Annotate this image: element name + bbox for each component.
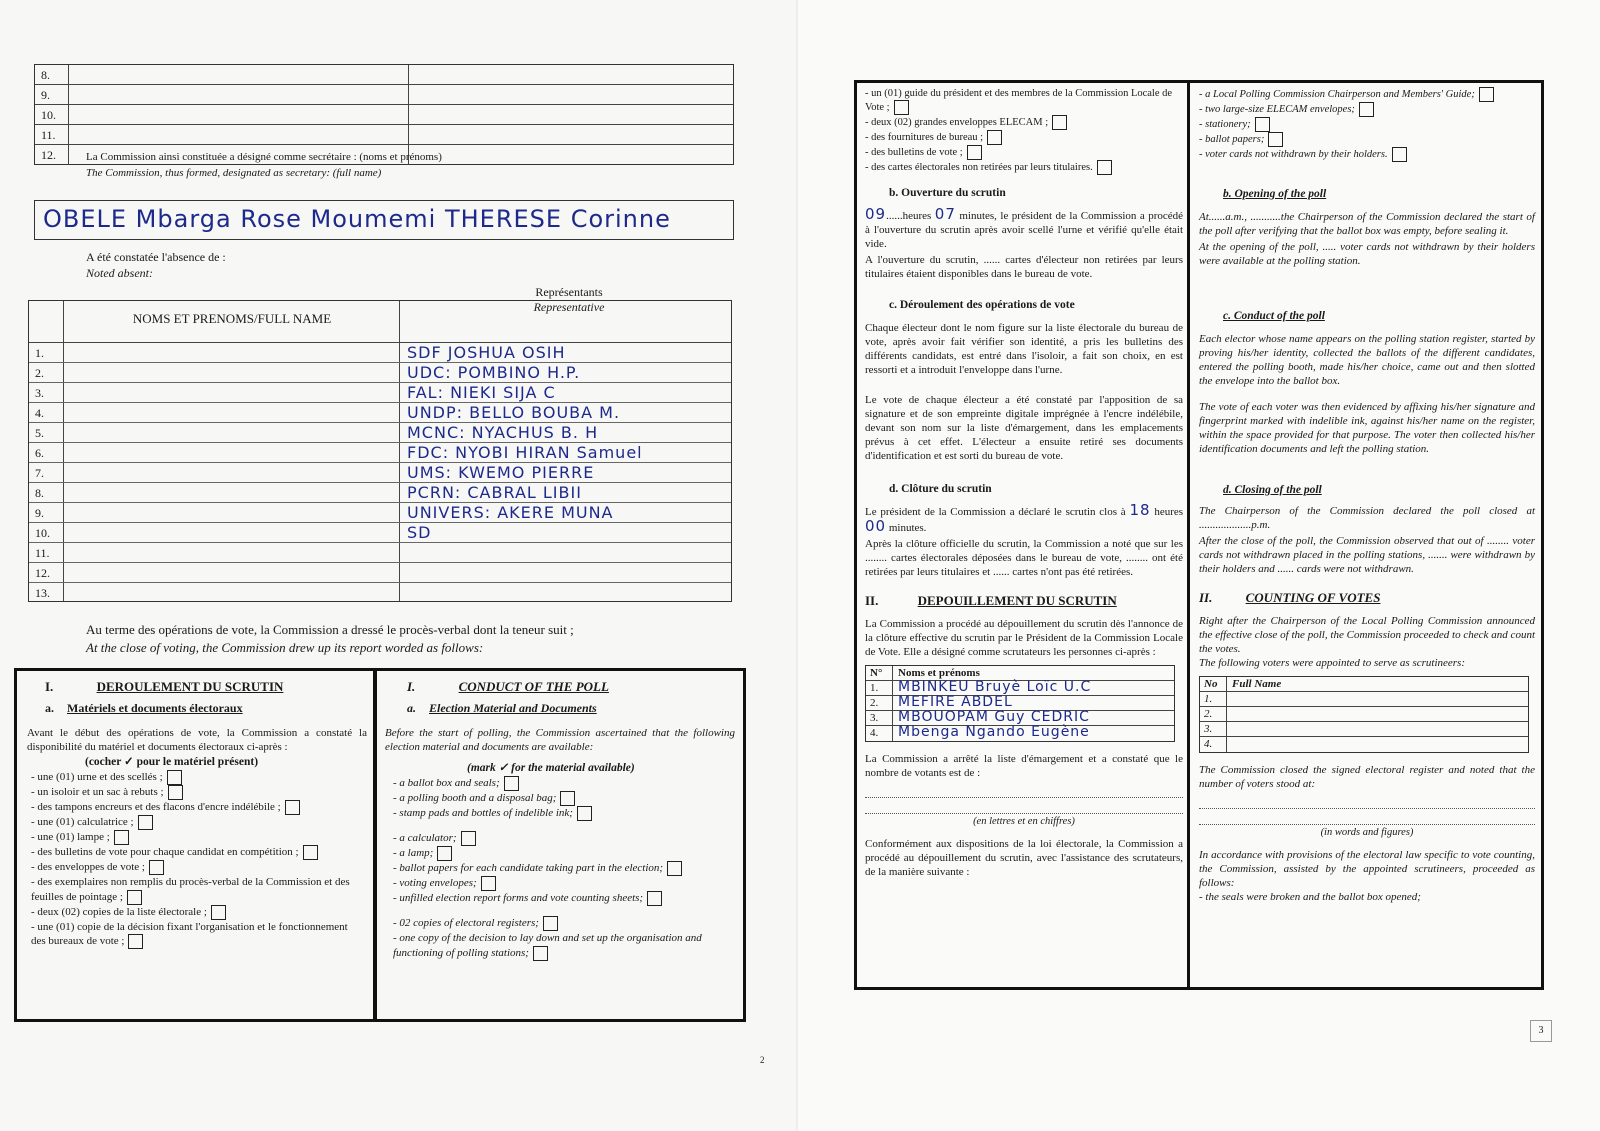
right-page — [800, 0, 1600, 1131]
table-row: 1. MBINKEU Bruyè Loïc U.C — [866, 681, 1174, 696]
row-number: 12. — [35, 145, 69, 165]
list-item: - a calculator; — [393, 831, 737, 846]
row-number: 11. — [35, 546, 50, 560]
table-row: 4. Mbenga Ngando Eugène — [870, 724, 1090, 740]
section-ii-title-en — [1199, 590, 1535, 606]
conduct-title-en: c. Conduct of the poll — [1223, 310, 1325, 322]
representative-name: PCRN: CABRAL LIBII — [407, 483, 582, 502]
row-number: 8. — [35, 65, 69, 84]
intro-fr: Avant le début des opérations de vote, la Commission a constaté la disponibilité du matériel et documents électoraux ci-après : — [27, 727, 367, 753]
checkbox[interactable] — [303, 845, 318, 860]
voters-text-fr: La Commission a arrêté la liste d'émargement et a constaté que le nombre de votants est de : — [865, 753, 1183, 779]
list-item: - une (01) urne et des scellés ; — [31, 770, 365, 785]
list-item: - voting envelopes; — [393, 876, 737, 891]
checkbox[interactable] — [138, 815, 153, 830]
page-number: 3 — [1530, 1020, 1552, 1042]
absent-table — [28, 285, 732, 602]
page-number: 2 — [760, 1055, 765, 1065]
section-title-text: DEROULEMENT DU SCRUTIN — [96, 679, 284, 694]
row-number: 11. — [35, 125, 69, 144]
checkbox[interactable] — [1097, 160, 1112, 175]
row-number: 13. — [35, 586, 50, 600]
section-number: I. — [407, 679, 416, 694]
material-list-fr — [31, 770, 365, 949]
row-number: 8. — [35, 486, 44, 500]
section-number: II. — [1199, 590, 1213, 605]
table-row — [29, 483, 731, 503]
list-item: - a Local Polling Commission Chairperson and Members' Guide; — [1199, 87, 1535, 102]
close-statement-fr: Au terme des opérations de vote, la Commission a dressé le procès-verbal dont la teneur suit ; — [86, 622, 574, 637]
scrutineers-table — [865, 665, 1175, 742]
list-item: - des tampons encreurs et des flacons d'encre indélébile ; — [31, 800, 365, 815]
table-row — [29, 503, 731, 523]
hint-en: (mark ✓ for the material available) — [467, 762, 635, 774]
checkbox[interactable] — [1268, 132, 1283, 147]
opening-cards-en: At the opening of the poll, ..... voter cards not withdrawn by their holders were available at the polling station. — [1199, 241, 1535, 267]
checkbox[interactable] — [560, 791, 575, 806]
secretary-label-fr: La Commission ainsi constituée a désigné comme secrétaire : (noms et prénoms) — [86, 151, 442, 163]
table-row — [35, 125, 733, 145]
table-header: N° Noms et prénoms — [866, 666, 1174, 681]
checkbox[interactable] — [149, 860, 164, 875]
list-item: - 02 copies of electoral registers; — [393, 916, 737, 931]
conduct-text1-fr: Chaque électeur dont le nom figure sur la liste électorale du bureau de vote, après avoir fait vérifier son identité, a pris les bulletins des différents candidats, est entré dans l'isoloir, a fait son choix, en est ressorti et a introduit l'enveloppe dans l'urne. — [865, 322, 1183, 376]
row-number: 3. — [35, 386, 44, 400]
secretary-name: OBELE Mbarga Rose Moumemi THERESE Corinne — [43, 205, 671, 233]
list-item: - unfilled election report forms and vote counting sheets; — [393, 891, 737, 906]
row-number: 10. — [35, 526, 50, 540]
final-text-fr: Conformément aux dispositions de la loi électorale, la Commission a procédé au dépouillement du scrutin, avec l'assistance des scrutateurs, de la manière suivante : — [865, 838, 1183, 878]
section-i-title-en — [407, 679, 737, 695]
section-ii-title-fr — [865, 593, 1183, 609]
opening-text-en: At......a.m., ...........the Chairperson of the Commission declared the start of the poll after verifying that the ballot box was empty, before sealing it. — [1199, 211, 1535, 237]
checkbox[interactable] — [168, 785, 183, 800]
section-number: II. — [865, 593, 879, 608]
checkbox[interactable] — [461, 831, 476, 846]
checkbox[interactable] — [1359, 102, 1374, 117]
list-item: - une (01) calculatrice ; — [31, 815, 365, 830]
checkbox[interactable] — [667, 861, 682, 876]
closing-title-en: d. Closing of the poll — [1223, 484, 1322, 496]
table-row — [29, 423, 731, 443]
counting-text-fr: La Commission a procédé au dépouillement du scrutin dès l'annonce de la clôture effective du scrutin par le Président de la Commission Locale de Vote. Elle a désigné comme scrutateurs les personnes ci-après : — [865, 618, 1183, 658]
list-item: - ballot papers; — [1199, 132, 1535, 147]
opening-title-fr: b. Ouverture du scrutin — [889, 187, 1006, 199]
representative-name: FAL: NIEKI SIJA C — [407, 383, 556, 402]
row-number: 4. — [35, 406, 44, 420]
subsection-letter: a. — [45, 701, 54, 715]
conduct-text1-en: Each elector whose name appears on the polling station register, started by proving his/her identity, collected the ballots of the different candidates, entered the polling booth, made his/her choice, came out and then slotted the envelope into the ballot box. — [1199, 333, 1535, 387]
section-i-title-fr — [45, 679, 365, 695]
conduct-title-fr: c. Déroulement des opérations de vote — [889, 299, 1075, 311]
list-item: - un (01) guide du président et des membres de la Commission Locale de Vote ; — [865, 87, 1183, 115]
table-row: 4. — [1204, 738, 1213, 750]
checkbox[interactable] — [211, 905, 226, 920]
opening-text-fr: 09......heures 07 minutes, le président de la Commission a procédé à l'ouverture du scrutin après avoir scellé l'urne et vérifié qu'elle était vide. — [865, 205, 1184, 250]
row-number: 7. — [35, 466, 44, 480]
section-title-text: COUNTING OF VOTES — [1245, 590, 1381, 605]
list-item: - one copy of the decision to lay down and set up the organisation and functioning of polling stations; — [393, 932, 702, 959]
list-item: - two large-size ELECAM envelopes; — [1199, 102, 1535, 117]
list-item: - a lamp; — [393, 846, 737, 861]
table-row — [29, 583, 731, 603]
table-row: 2. — [1200, 707, 1528, 722]
list-item: - des fournitures de bureau ; — [865, 130, 1183, 145]
list-item: - a ballot box and seals; — [393, 776, 737, 791]
checkbox[interactable] — [504, 776, 519, 791]
checkbox[interactable] — [128, 934, 143, 949]
secretary-label-en: The Commission, thus formed, designated as secretary: (full name) — [86, 167, 382, 179]
scrutineers-table-en — [1199, 676, 1529, 753]
intro-en: Before the start of polling, the Commission ascertained that the following election material and documents are available: — [385, 727, 735, 753]
closing-text-en: The Chairperson of the Commission declared the poll closed at ...................p.m. — [1199, 505, 1535, 531]
material-list-en — [393, 776, 737, 961]
col-representative-fr: Représentants — [535, 285, 603, 299]
representative-name: UDC: POMBINO H.P. — [407, 363, 581, 382]
list-item: - des enveloppes de vote ; — [31, 860, 365, 875]
checkbox[interactable] — [437, 846, 452, 861]
list-item: - des bulletins de vote pour chaque candidat en compétition ; — [31, 845, 365, 860]
table-row — [29, 443, 731, 463]
voters-text-en: The Commission closed the signed electoral register and noted that the number of voters stood at: — [1199, 764, 1535, 790]
table-row — [35, 105, 733, 125]
closing-minute: 00 — [865, 517, 887, 535]
table-row — [29, 563, 731, 583]
table-row — [29, 383, 731, 403]
table-row — [35, 85, 733, 105]
subsection-title: Matériels et documents électoraux — [67, 701, 243, 715]
table-row: 3. — [1200, 722, 1528, 737]
checkbox[interactable] — [1255, 117, 1270, 132]
checkbox[interactable] — [533, 946, 548, 961]
material-list-fr-continued — [865, 87, 1183, 175]
final-item-en: - the seals were broken and the ballot box opened; — [1199, 891, 1421, 903]
checkbox[interactable] — [1052, 115, 1067, 130]
closing-title-fr: d. Clôture du scrutin — [889, 483, 992, 495]
list-item: - des cartes électorales non retirées par leurs titulaires. — [865, 160, 1183, 175]
checkbox[interactable] — [987, 130, 1002, 145]
opening-hour: 09 — [865, 205, 887, 223]
words-figures-fr: (en lettres et en chiffres) — [973, 816, 1075, 827]
checkbox[interactable] — [481, 876, 496, 891]
checkbox[interactable] — [543, 916, 558, 931]
row-number: 1. — [35, 346, 44, 360]
checkbox[interactable] — [167, 770, 182, 785]
representative-name: SDF JOSHUA OSIH — [407, 343, 566, 362]
absent-label-fr: A été constatée l'absence de : — [86, 250, 226, 264]
fr-column — [865, 87, 1183, 879]
scrutineer-name: MEFIRE ABDEL — [898, 694, 1013, 710]
table-row — [29, 363, 731, 383]
conduct-text2-fr: Le vote de chaque électeur a été constaté par l'apposition de sa signature et de son empreinte digitale imprégnée à l'encre indélébile, devant son nom sur la liste d'émargement, dans les emplacements prévus à cet effet. L'électeur a ensuite retiré ses documents d'identification et est sorti du bureau de vote. — [865, 394, 1183, 462]
checkbox[interactable] — [1479, 87, 1494, 102]
close-statement-en: At the close of voting, the Commission drew up its report worded as follows: — [86, 640, 484, 655]
section-title-text: DEPOUILLEMENT DU SCRUTIN — [917, 593, 1117, 608]
fr-conduct-box — [14, 668, 376, 1022]
list-item: - voter cards not withdrawn by their holders. — [1199, 147, 1535, 162]
list-item: - un isoloir et un sac à rebuts ; — [31, 785, 365, 800]
absent-label-en: Noted absent: — [86, 266, 153, 280]
col-representative — [409, 285, 729, 315]
list-item: - deux (02) copies de la liste électorale ; — [31, 905, 365, 920]
subsection-title: Election Material and Documents — [429, 701, 597, 715]
checkbox[interactable] — [1392, 147, 1407, 162]
words-figures-en: (in words and figures) — [1320, 827, 1414, 838]
closing-hour: 18 — [1129, 501, 1151, 519]
checkbox[interactable] — [894, 100, 909, 115]
representative-name: UNIVERS: AKERE MUNA — [407, 503, 614, 522]
representative-name: UNDP: BELLO BOUBA M. — [407, 403, 621, 422]
list-item: - des exemplaires non remplis du procès-verbal de la Commission et des feuilles de pointage ; — [31, 876, 350, 903]
row-number: 9. — [35, 85, 69, 104]
table-header: No Full Name — [1200, 677, 1528, 692]
scrutineer-name: MBINKEU Bruyè Loïc U.C — [898, 679, 1092, 695]
representative-name: MCNC: NYACHUS B. H — [407, 423, 599, 442]
opening-cards-fr: A l'ouverture du scrutin, ...... cartes d'électeur non retirées par leurs titulaires étaient disponibles dans le bureau de vote. — [865, 254, 1183, 280]
table-row — [29, 403, 731, 423]
counting-text2-en: The following voters were appointed to serve as scrutineers: — [1199, 657, 1466, 669]
row-number: 5. — [35, 426, 44, 440]
list-item: - stamp pads and bottles of indelible ink; — [393, 806, 737, 821]
table-row — [29, 343, 731, 363]
col-full-name: NOMS ET PRENOMS/FULL NAME — [132, 311, 332, 326]
list-item: - des bulletins de vote ; — [865, 145, 1183, 160]
checkbox[interactable] — [114, 830, 129, 845]
representative-name: FDC: NYOBI HIRAN Samuel — [407, 443, 643, 462]
list-item: - une (01) copie de la décision fixant l'organisation et le fonctionnement des bureaux de vote ; — [31, 920, 348, 948]
en-conduct-box — [374, 668, 746, 1022]
checkbox[interactable] — [127, 890, 142, 905]
checkbox[interactable] — [577, 806, 592, 821]
en-column — [1199, 87, 1535, 904]
table-row: 2. MEFIRE ABDEL — [866, 696, 1174, 711]
list-item: - stationery; — [1199, 117, 1535, 132]
opening-title-en: b. Opening of the poll — [1223, 188, 1327, 200]
table-row: 3. MBOUOPAM Guy CEDRIC — [866, 711, 1174, 726]
table-row — [35, 65, 733, 85]
material-list-en-continued — [1199, 87, 1535, 162]
secretary-name-box — [34, 200, 734, 240]
table-row — [29, 543, 731, 563]
counting-text-en: Right after the Chairperson of the Local Polling Commission announced the effective close of the poll, the Commission proceeded to check and count the votes. — [1199, 615, 1535, 655]
closing-cards-en: After the close of the poll, the Commission observed that out of ........ voter cards not withdrawn placed in the polling stations, ....... were withdrawn by their holders and ...... cards were not withdrawn. — [1199, 535, 1535, 575]
col-representative-en: Representative — [533, 300, 605, 314]
checkbox[interactable] — [967, 145, 982, 160]
row-number: 10. — [35, 105, 69, 124]
row-number: 9. — [35, 506, 44, 520]
right-form-frame — [854, 80, 1544, 990]
closing-text-fr: Le président de la Commission a déclaré le scrutin clos à 18 heures 00 minutes. — [865, 501, 1184, 535]
closing-cards-fr: Après la clôture officielle du scrutin, la Commission a noté que sur les ........ cartes électorales déposées dans le bureau de vote, ........ ont été retirées par leurs titulaires et ...... cartes n'ont pas été retirées. — [865, 538, 1183, 578]
scrutineer-name: MBOUOPAM Guy CEDRIC — [898, 709, 1090, 725]
table-row — [29, 463, 731, 483]
list-item: - a polling booth and a disposal bag; — [393, 791, 737, 806]
checkbox[interactable] — [285, 800, 300, 815]
section-title-text: CONDUCT OF THE POLL — [458, 679, 609, 694]
section-number: I. — [45, 679, 54, 694]
subsection-a-fr — [45, 701, 365, 716]
scrutineer-name: Mbenga Ngando Eugène — [898, 724, 1090, 740]
table-row: 1. — [1200, 692, 1528, 707]
representative-name: UMS: KWEMO PIERRE — [407, 463, 595, 482]
subsection-a-en — [407, 701, 737, 716]
table-row — [29, 523, 731, 543]
list-item: - une (01) lampe ; — [31, 830, 365, 845]
final-text-en: In accordance with provisions of the electoral law specific to vote counting, the Commission, assisted by the appointed scrutineers, proceeded as follows: — [1199, 849, 1535, 889]
hint-fr: (cocher ✓ pour le matériel présent) — [85, 756, 259, 768]
row-number: 6. — [35, 446, 44, 460]
subsection-letter: a. — [407, 701, 416, 715]
opening-minute: 07 — [934, 205, 956, 223]
row-number: 12. — [35, 566, 50, 580]
checkbox[interactable] — [647, 891, 662, 906]
absent-table-header — [29, 285, 731, 343]
representative-name: SD — [407, 523, 432, 542]
list-item: - deux (02) grandes enveloppes ELECAM ; — [865, 115, 1183, 130]
list-item: - ballot papers for each candidate taking part in the election; — [393, 861, 737, 876]
row-number: 2. — [35, 366, 44, 380]
conduct-text2-en: The vote of each voter was then evidenced by affixing his/her signature and fingerprint marked with indelible ink, against his/her name on the register, within the space provided for that purpose. The voter then collected his/her identification documents and left the polling station. — [1199, 401, 1535, 455]
